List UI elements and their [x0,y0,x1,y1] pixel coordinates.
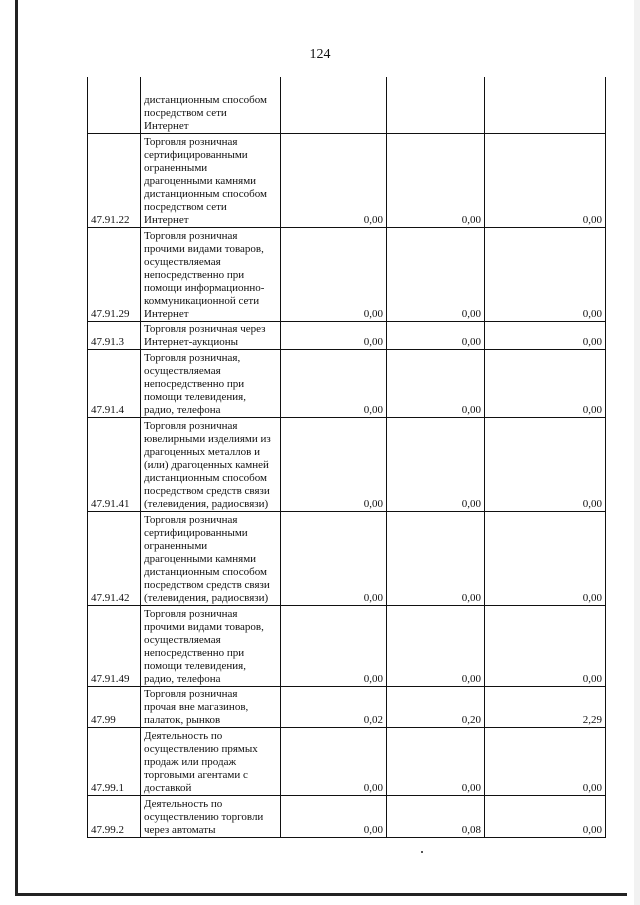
cell-value-3: 0,00 [485,727,606,795]
cell-code: 47.91.42 [88,511,141,605]
cell-value-3: 0,00 [485,227,606,321]
cell-code: 47.99 [88,686,141,727]
cell-value-2: 0,20 [387,686,485,727]
cell-code: 47.91.3 [88,321,141,349]
cell-value-3: 0,00 [485,417,606,511]
cell-value-2: 0,08 [387,795,485,837]
cell-value-2: 0,00 [387,727,485,795]
cell-value-2 [387,77,485,133]
table-row [88,77,606,133]
table-row [88,795,606,837]
cell-value-3: 0,00 [485,511,606,605]
cell-value-2: 0,00 [387,511,485,605]
cell-value-3: 0,00 [485,349,606,417]
cell-value-2: 0,00 [387,321,485,349]
cell-value-2: 0,00 [387,349,485,417]
cell-value-3 [485,77,606,133]
table-row [88,511,606,605]
cell-value-1: 0,00 [281,605,387,686]
table-row [88,321,606,349]
table-row [88,605,606,686]
cell-name: Деятельность по осуществлению прямых продаж или продаж торговыми агентами с доставкой [141,727,281,795]
table-row [88,686,606,727]
cell-code: 47.91.29 [88,227,141,321]
cell-code: 47.99.1 [88,727,141,795]
cell-name: Торговля розничная прочими видами товаров, осуществляемая непосредственно при помощи телевидения, радио, телефона [141,605,281,686]
page-number: 124 [309,47,331,62]
cell-value-1: 0,00 [281,727,387,795]
cell-code: 47.99.2 [88,795,141,837]
cell-name: Деятельность по осуществлению торговли через автоматы [141,795,281,837]
scan-border-right [634,0,640,905]
cell-code: 47.91.49 [88,605,141,686]
cell-value-1 [281,77,387,133]
cell-value-3: 0,00 [485,321,606,349]
cell-name: Торговля розничная прочими видами товаров, осуществляемая непосредственно при помощи информационно- коммуникационной сети Интернет [141,227,281,321]
cell-code: 47.91.4 [88,349,141,417]
scan-border-left [15,0,18,895]
scan-speck [421,851,423,853]
cell-name: Торговля розничная сертифицированными ограненными драгоценными камнями дистанционным способом посредством сети Интернет [141,133,281,227]
cell-value-2: 0,00 [387,605,485,686]
cell-value-1: 0,00 [281,133,387,227]
cell-name: Торговля розничная, осуществляемая непосредственно при помощи телевидения, радио, телефона [141,349,281,417]
cell-name: Торговля розничная прочая вне магазинов, палаток, рынков [141,686,281,727]
cell-value-1: 0,02 [281,686,387,727]
cell-value-2: 0,00 [387,133,485,227]
cell-value-3: 2,29 [485,686,606,727]
cell-value-1: 0,00 [281,417,387,511]
cell-name: Торговля розничная сертифицированными ограненными драгоценными камнями дистанционным способом посредством средств связи (телевидения, радиосвязи) [141,511,281,605]
cell-value-1: 0,00 [281,227,387,321]
cell-name: Торговля розничная через Интернет-аукционы [141,321,281,349]
cell-name: дистанционным способом посредством сети Интернет [141,77,281,133]
cell-name: Торговля розничная ювелирными изделиями из драгоценных металлов и (или) драгоценных камней дистанционным способом посредством средств связи (телевидения, радиосвязи) [141,417,281,511]
cell-code: 47.91.41 [88,417,141,511]
cell-value-1: 0,00 [281,349,387,417]
table-body [88,77,606,837]
table-row [88,349,606,417]
scan-border-bottom [15,893,627,896]
cell-value-3: 0,00 [485,795,606,837]
classifier-table [87,77,606,838]
cell-value-2: 0,00 [387,417,485,511]
cell-value-1: 0,00 [281,795,387,837]
table-row [88,417,606,511]
table-row [88,227,606,321]
cell-value-1: 0,00 [281,511,387,605]
cell-value-1: 0,00 [281,321,387,349]
table-row [88,727,606,795]
cell-code: 47.91.22 [88,133,141,227]
table-row [88,133,606,227]
cell-value-3: 0,00 [485,605,606,686]
cell-code [88,77,141,133]
cell-value-2: 0,00 [387,227,485,321]
cell-value-3: 0,00 [485,133,606,227]
